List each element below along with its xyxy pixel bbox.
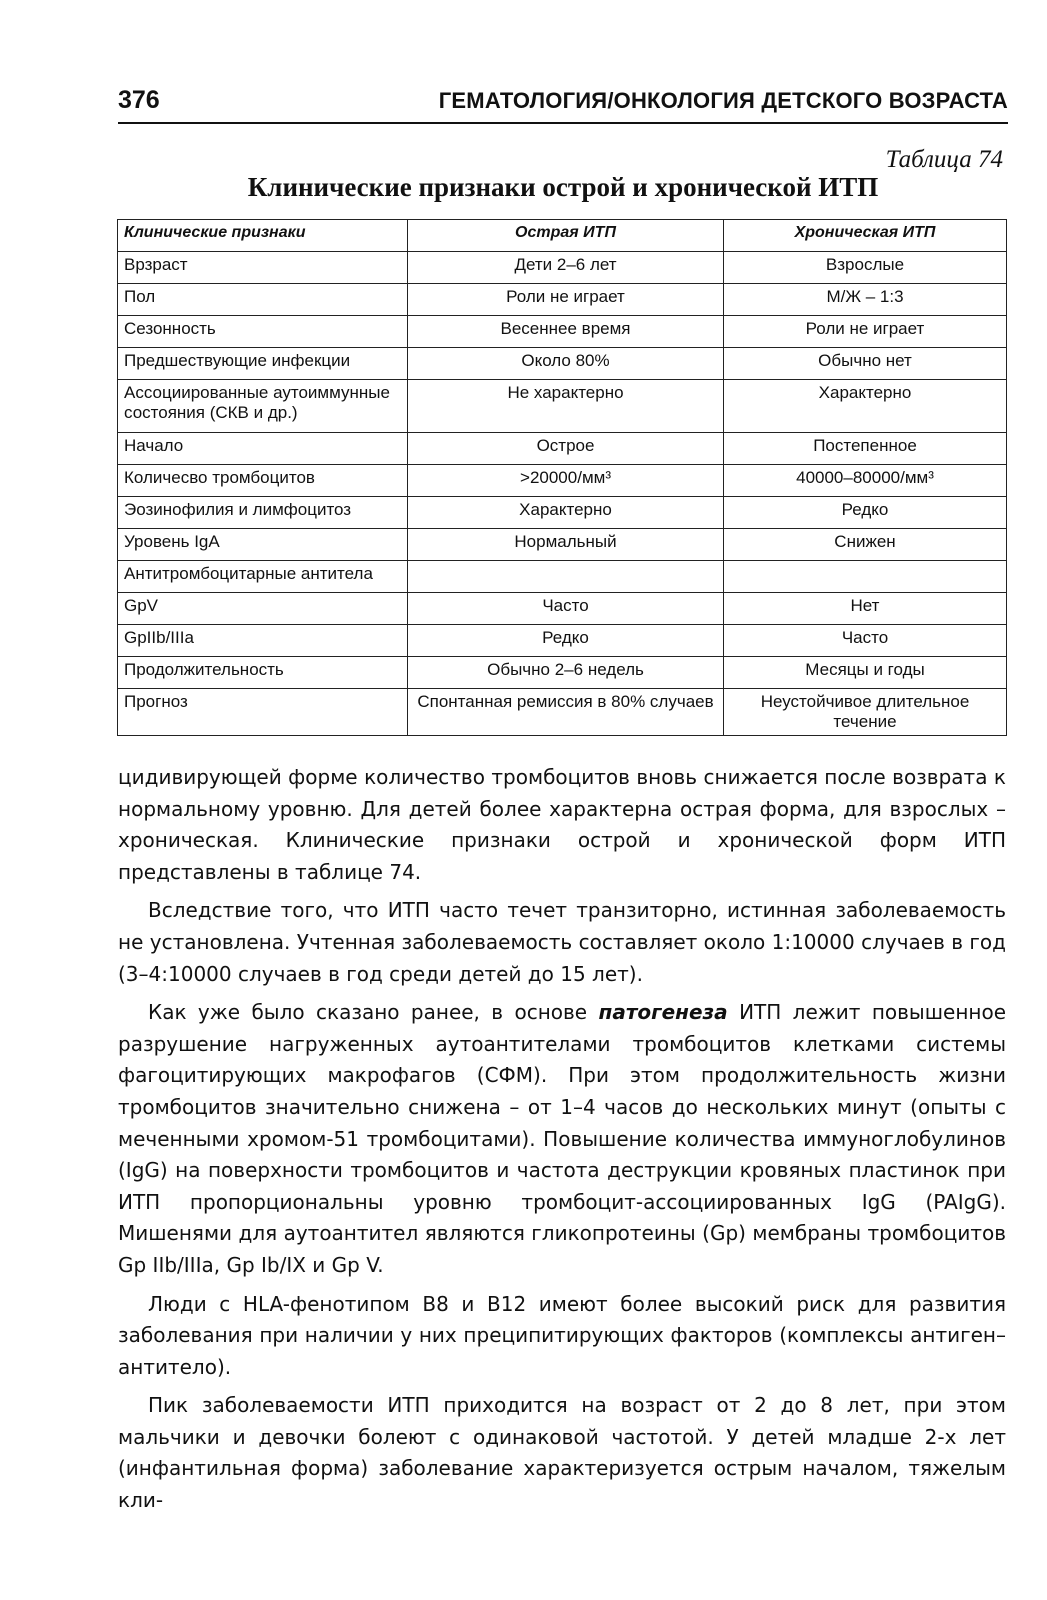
table-row (118, 380, 1007, 433)
row-sign: Пол (118, 284, 408, 316)
row-sign: Предшествующие инфекции (118, 348, 408, 380)
row-chronic: Роли не играет (724, 316, 1007, 348)
table-row (118, 561, 1007, 593)
row-sign: GpIIb/IIIa (118, 625, 408, 657)
row-acute: Спонтанная ремиссия в 80% случаев (408, 689, 724, 736)
row-chronic (724, 561, 1007, 593)
row-acute: >20000/мм³ (408, 465, 724, 497)
table-row (118, 497, 1007, 529)
row-sign: Ассоциированные аутоиммунные состояния (СКВ и др.) (118, 380, 408, 433)
pathogenesis-text-start: Как уже было сказано ранее, в основе (148, 1000, 599, 1025)
row-chronic: Месяцы и годы (724, 657, 1007, 689)
table-row (118, 433, 1007, 465)
paragraph-peak-incidence: Пик заболеваемости ИТП приходится на возраст от 2 до 8 лет, при этом мальчики и девочки болеют с одинаковой частотой. У детей младше 2-х лет (инфантильная форма) заболевание характеризуется острым началом, тяжелым кли- (118, 1393, 1006, 1513)
table-row (118, 625, 1007, 657)
row-chronic: Характерно (724, 380, 1007, 433)
row-sign: Врзраст (118, 252, 408, 284)
table-row (118, 465, 1007, 497)
table-row (118, 284, 1007, 316)
body-text (118, 762, 1006, 1524)
table-row (118, 348, 1007, 380)
row-acute: Редко (408, 625, 724, 657)
column-header-signs: Клинические признаки (118, 220, 408, 252)
row-chronic: 40000–80000/мм³ (724, 465, 1007, 497)
row-acute: Нормальный (408, 529, 724, 561)
table-header-row (118, 220, 1007, 252)
paragraph-pathogenesis (118, 997, 1006, 1281)
column-header-acute: Острая ИТП (408, 220, 724, 252)
row-acute: Дети 2–6 лет (408, 252, 724, 284)
row-acute: Весеннее время (408, 316, 724, 348)
row-chronic: Неустойчивое длительное течение (724, 689, 1007, 736)
row-chronic: Взрослые (724, 252, 1007, 284)
row-acute: Острое (408, 433, 724, 465)
row-chronic: Нет (724, 593, 1007, 625)
running-header (118, 86, 1008, 124)
table-row (118, 593, 1007, 625)
row-chronic: Редко (724, 497, 1007, 529)
column-header-chronic: Хроническая ИТП (724, 220, 1007, 252)
paragraph-incidence: Вследствие того, что ИТП часто течет транзиторно, истинная заболеваемость не установлена. Учтенная заболеваемость составляет около 1:10000 случаев в год (3–4:10000 случаев в год среди детей до 15 лет). (118, 898, 1006, 986)
running-title: ГЕМАТОЛОГИЯ/ОНКОЛОГИЯ ДЕТСКОГО ВОЗРАСТА (438, 88, 1008, 113)
itp-comparison-table (117, 219, 1007, 736)
row-acute: Часто (408, 593, 724, 625)
row-sign: Уровень IgA (118, 529, 408, 561)
row-sign: Начало (118, 433, 408, 465)
row-chronic: Постепенное (724, 433, 1007, 465)
table-title: Клинические признаки острой и хронической ИТП (247, 172, 879, 202)
row-acute: Не характерно (408, 380, 724, 433)
row-acute: Обычно 2–6 недель (408, 657, 724, 689)
row-sign: GpV (118, 593, 408, 625)
table-row (118, 529, 1007, 561)
pathogenesis-text-rest: ИТП лежит повышенное разрушение нагруженных аутоантителами тромбоцитов клетками системы фагоцитирующих макрофагов (СФМ). При этом продолжительность жизни тромбоцитов значительно снижена – от 1–4 часов до нескольких минут (опыты с меченными хромом-51 тромбоцитами). Повышение количества иммуноглобулинов (IgG) на поверхности тромбоцитов и частота деструкции кровяных пластинок при ИТП пропорциональны уровню тромбоцит-ассоциированных IgG (PAIgG). Мишенями для аутоантител являются гликопротеины (Gp) мембраны тромбоцитов Gp IIb/IIIa, Gp Ib/IX и Gp V. (118, 1000, 1007, 1277)
table-label: Таблица 74 (885, 146, 1003, 173)
row-acute: Около 80% (408, 348, 724, 380)
row-acute: Характерно (408, 497, 724, 529)
row-sign: Сезонность (118, 316, 408, 348)
row-chronic: Часто (724, 625, 1007, 657)
table-row (118, 252, 1007, 284)
table-row (118, 316, 1007, 348)
row-sign: Антитромбоцитарные антитела (118, 561, 408, 593)
row-chronic: Снижен (724, 529, 1007, 561)
table-row (118, 657, 1007, 689)
row-sign: Прогноз (118, 689, 408, 736)
paragraph-hla: Люди с HLA-фенотипом В8 и В12 имеют более высокий риск для развития заболевания при наличии у них преципитирующих факторов (комплексы антиген–антитело). (118, 1291, 1006, 1379)
row-chronic: Обычно нет (724, 348, 1007, 380)
page-number: 376 (118, 86, 160, 114)
row-chronic: М/Ж – 1:3 (724, 284, 1007, 316)
row-sign: Продолжительность (118, 657, 408, 689)
row-acute: Роли не играет (408, 284, 724, 316)
row-sign: Количесво тромбоцитов (118, 465, 408, 497)
paragraph-continuation: цидивирующей форме количество тромбоцитов вновь снижается после возврата к нормальному уровню. Для детей более характерна острая форма, для взрослых – хроническая. Клинические признаки острой и хронической форм ИТП представлены в таблице 74. (118, 765, 1006, 884)
row-sign: Эозинофилия и лимфоцитоз (118, 497, 408, 529)
row-acute (408, 561, 724, 593)
pathogenesis-term: патогенеза (598, 1000, 728, 1025)
table-row (118, 689, 1007, 736)
